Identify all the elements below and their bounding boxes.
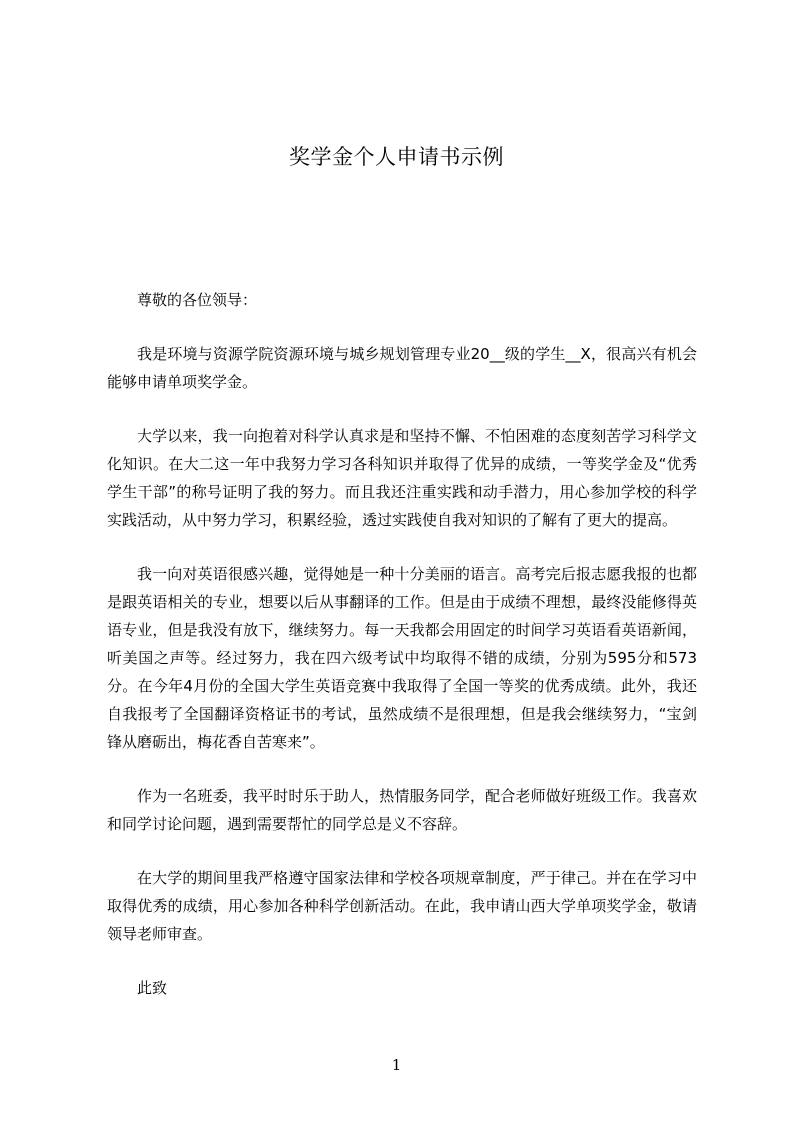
paragraph-academics: 大学以来，我一向抱着对科学认真求是和坚持不懈、不怕困难的态度刻苦学习科学文化知识。在大二这一年中我努力学习各科知识并取得了优异的成绩，一等奖学金及“优秀学生干部”的称号证明了我的努力。而且我还注重实践和动手潜力，用心参加学校的科学实践活动，从中努力学习，积累经验，透过实践使自我对知识的了解有了更大的提高。 bbox=[107, 427, 697, 529]
paragraph-english: 我一向对英语很感兴趣，觉得她是一种十分美丽的语言。高考完后报志愿我报的也都是跟英语相关的专业，想要以后从事翻译的工作。但是由于成绩不理想，最终没能修得英语专业，但是我没有放下，继续努力。每一天我都会用固定的时间学习英语看英语新闻，听美国之声等。经过努力，我在四六级考试中均取得不错的成绩，分别为595分和573分。在今年4月份的全国大学生英语竞赛中我取得了全国一等奖的优秀成绩。此外，我还自我报考了全国翻译资格证书的考试，虽然成绩不是很理想，但是我会继续努力，“宝剑锋从磨砺出，梅花香自苦寒来”。 bbox=[107, 565, 697, 751]
closing: 此致 bbox=[137, 979, 168, 997]
paragraph-class-committee: 作为一名班委，我平时时乐于助人，热情服务同学，配合老师做好班级工作。我喜欢和同学讨论问题，遇到需要帮忙的同学总是义不容辞。 bbox=[107, 787, 697, 833]
document-body bbox=[107, 286, 697, 1002]
page-number: 1 bbox=[391, 1056, 402, 1074]
paragraph-conclusion: 在大学的期间里我严格遵守国家法律和学校各项规章制度，严于律己。并在在学习中取得优秀的成绩，用心参加各种科学创新活动。在此，我申请山西大学单项奖学金，敬请领导老师审查。 bbox=[107, 869, 697, 943]
salutation: 尊敬的各位领导： bbox=[137, 291, 258, 309]
paragraph-introduction: 我是环境与资源学院资源环境与城乡规划管理专业20__级的学生__X，很高兴有机会能够申请单项奖学金。 bbox=[107, 345, 697, 391]
document-title: 奖学金个人申请书示例 bbox=[289, 145, 504, 169]
